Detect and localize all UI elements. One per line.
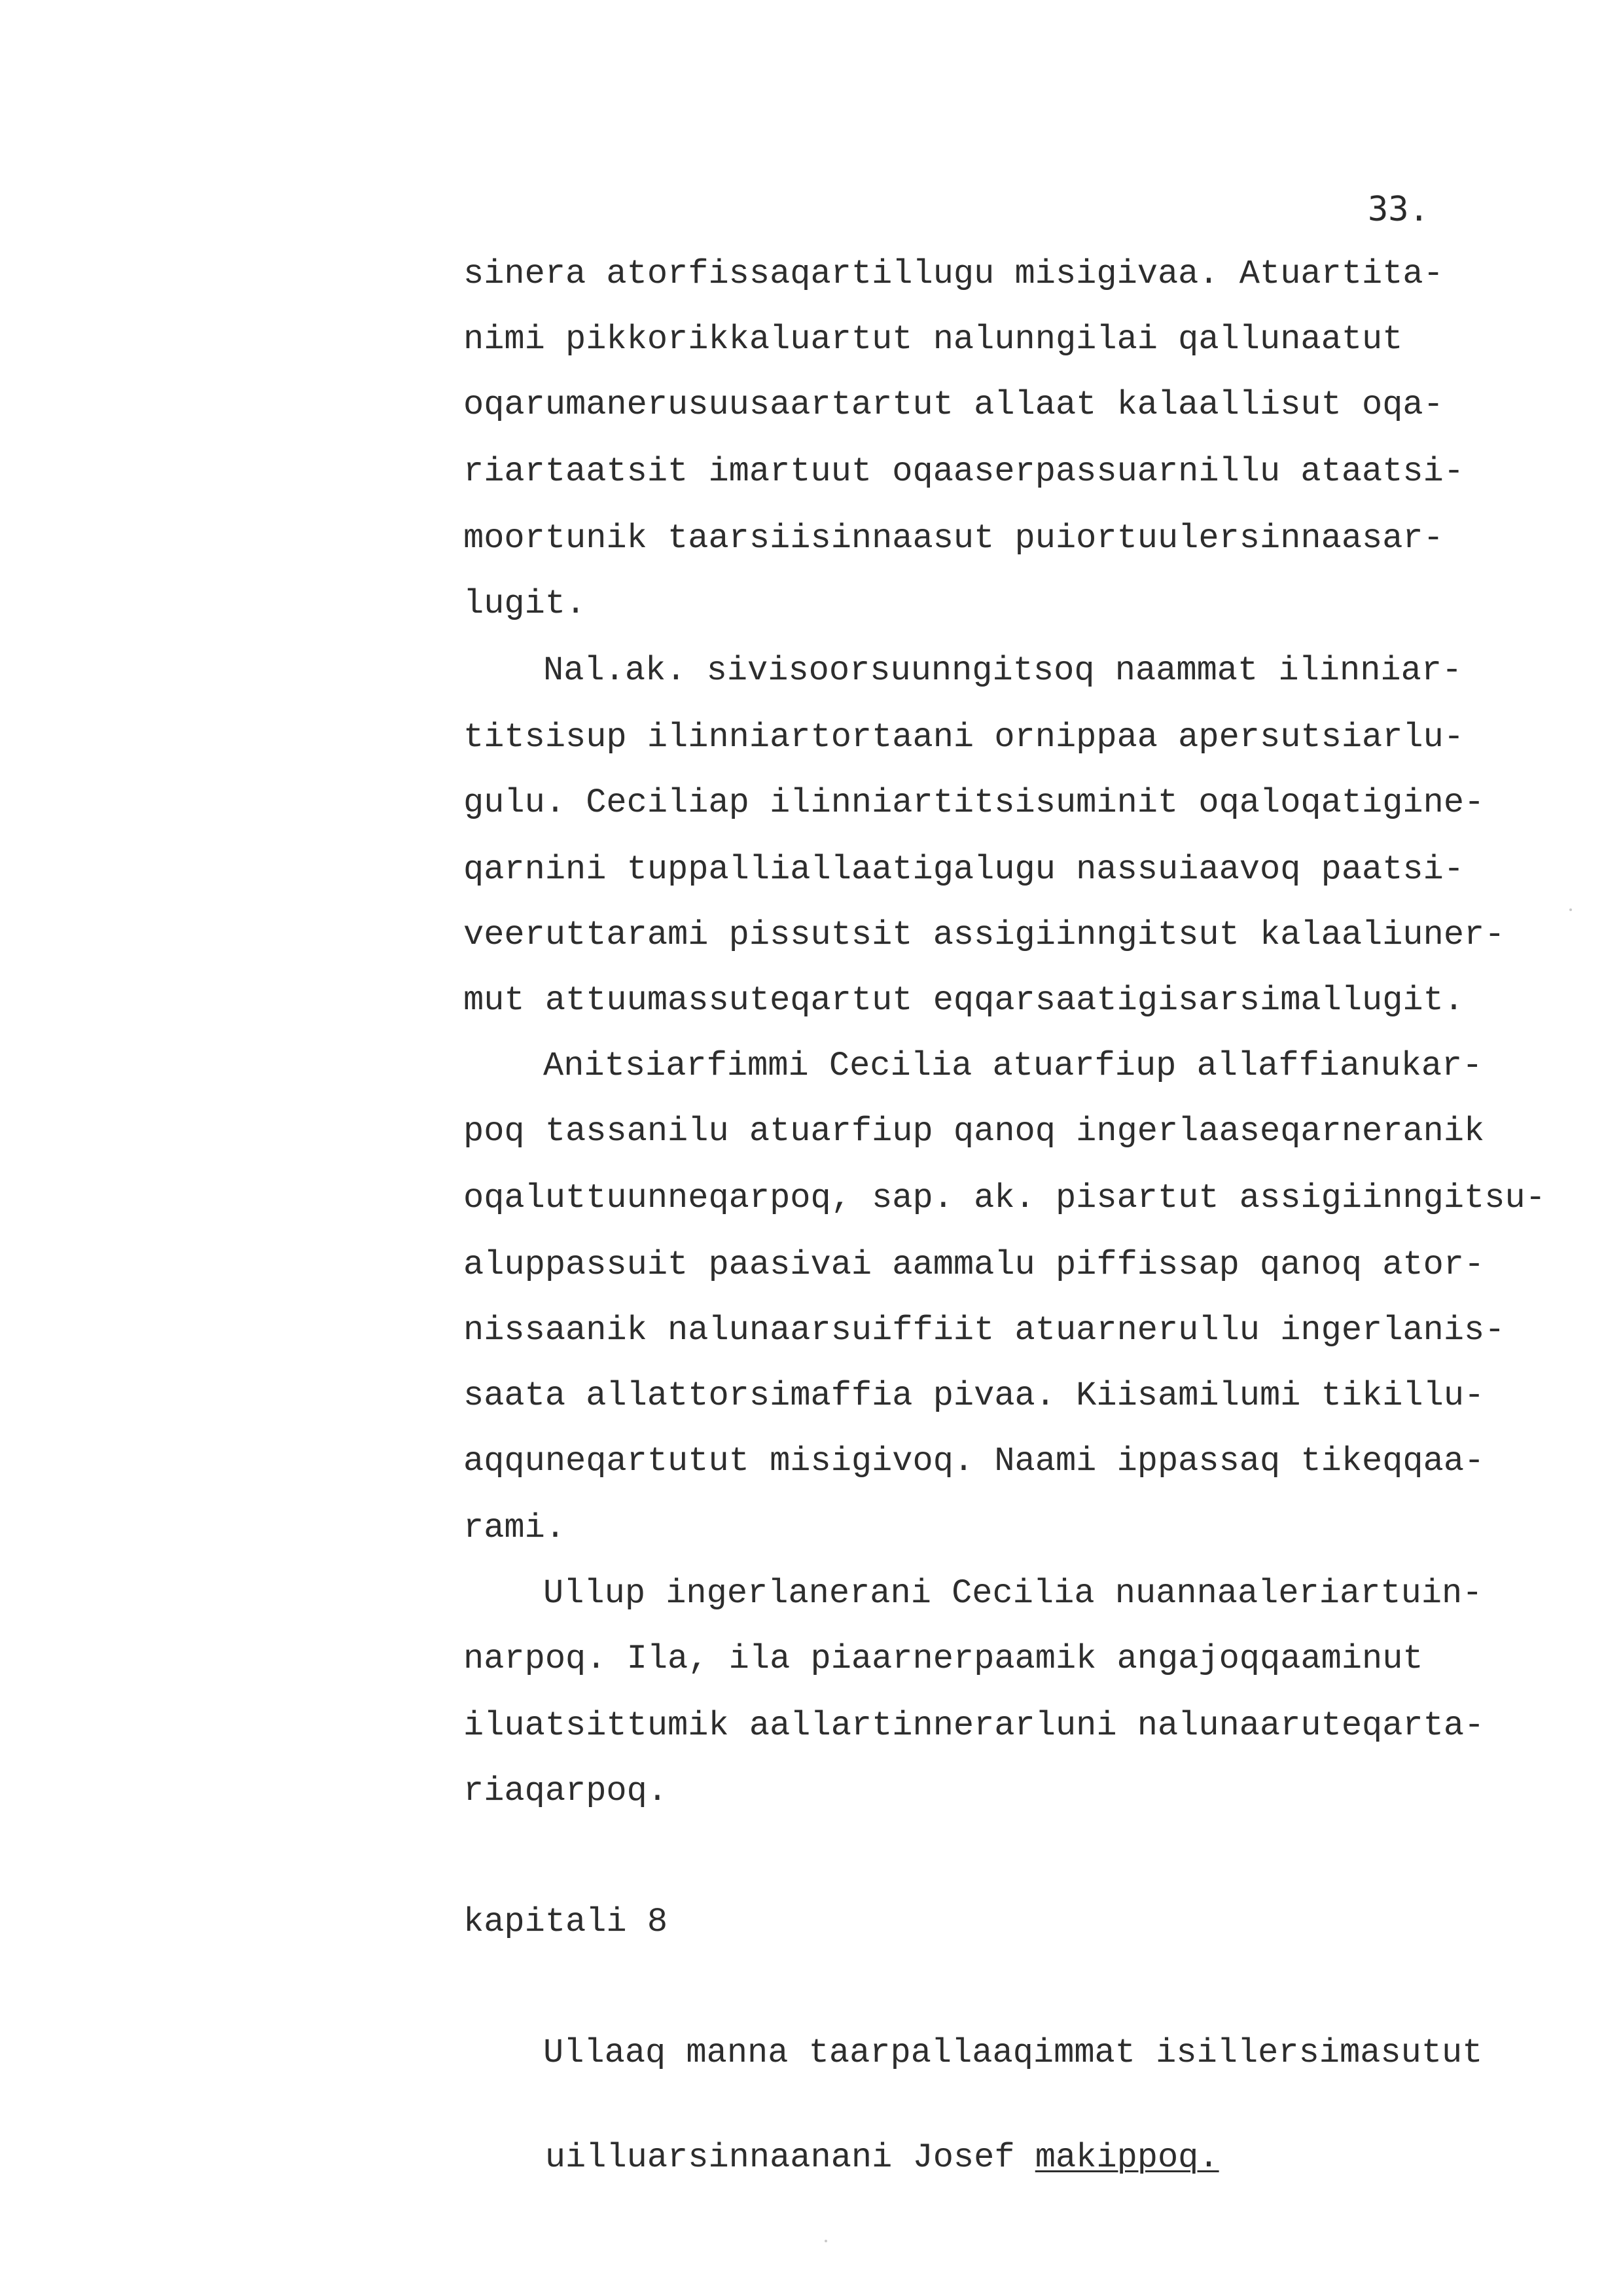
text-line: oqaluttuunneqarpoq, sap. ak. pisartut assigiinngitsu-	[463, 1179, 1546, 1217]
text-line: oqarumanerusuusaartartut allaat kalaallisut oqa-	[463, 386, 1444, 424]
text-line: sinera atorfissaqartillugu misigivaa. Atuartita-	[463, 255, 1444, 293]
text-line: qarnini tuppalliallaatigalugu nassuiaavoq paatsi-	[463, 850, 1465, 889]
text-line: aluppassuit paasivai aammalu piffissap qanoq ator-	[463, 1246, 1485, 1284]
text-line: Nal.ak. sivisoorsuunngitsoq naammat ilinniar-	[543, 651, 1463, 690]
text-line	[463, 2099, 1219, 2177]
text-line: nissaanik nalunaarsuiffiit atuarnerullu ingerlanis-	[463, 1311, 1505, 1350]
text-line: aqquneqartutut misigivoq. Naami ippassaq tikeqqaa-	[463, 1442, 1485, 1480]
text-line: riartaatsit imartuut oqaaserpassuarnillu ataatsi-	[463, 452, 1465, 491]
text-line: saata allattorsimaffia pivaa. Kiisamilumi tikillu-	[463, 1376, 1485, 1415]
text-line: iluatsittumik aallartinnerarluni nalunaaruteqarta-	[463, 1706, 1485, 1745]
text-line: mut attuumassuteqartut eqqarsaatigisarsimallugit.	[463, 981, 1465, 1020]
text-line: riaqarpoq.	[463, 1772, 668, 1810]
text-line: titsisup ilinniartortaani ornippaa apersutsiarlu-	[463, 718, 1465, 757]
text-line: moortunik taarsiisinnaasut puiortuulersinnaasar-	[463, 519, 1444, 558]
scan-speck	[825, 2240, 827, 2242]
text-line: poq tassanilu atuarfiup qanoq ingerlaaseqarneranik	[463, 1112, 1485, 1151]
text-line: nimi pikkorikkaluartut nalunngilai qallunaatut	[463, 320, 1403, 359]
text-line: narpoq. Ila, ila piaarnerpaamik angajoqqaaminut	[463, 1640, 1423, 1678]
scan-speck	[1569, 908, 1572, 911]
text-line: gulu. Ceciliap ilinniartitsisuminit oqaloqatigine-	[463, 783, 1485, 822]
text-line: Ullup ingerlanerani Cecilia nuannaaleriartuin-	[543, 1574, 1483, 1613]
underlined-word: makippoq.	[1035, 2138, 1219, 2177]
text-line: lugit.	[463, 584, 586, 623]
page-number: 33.	[1368, 190, 1429, 229]
text-segment: uilluarsinnaanani Josef	[544, 2138, 1035, 2177]
text-line: veeruttarami pissutsit assigiinngitsut kalaaliuner-	[463, 916, 1505, 954]
text-line: Ullaaq manna taarpallaaqimmat isillersimasutut	[543, 2034, 1483, 2072]
text-line: Anitsiarfimmi Cecilia atuarfiup allaffianukar-	[543, 1047, 1483, 1085]
text-line: rami.	[463, 1509, 566, 1547]
chapter-heading: kapitali 8	[463, 1903, 668, 1941]
